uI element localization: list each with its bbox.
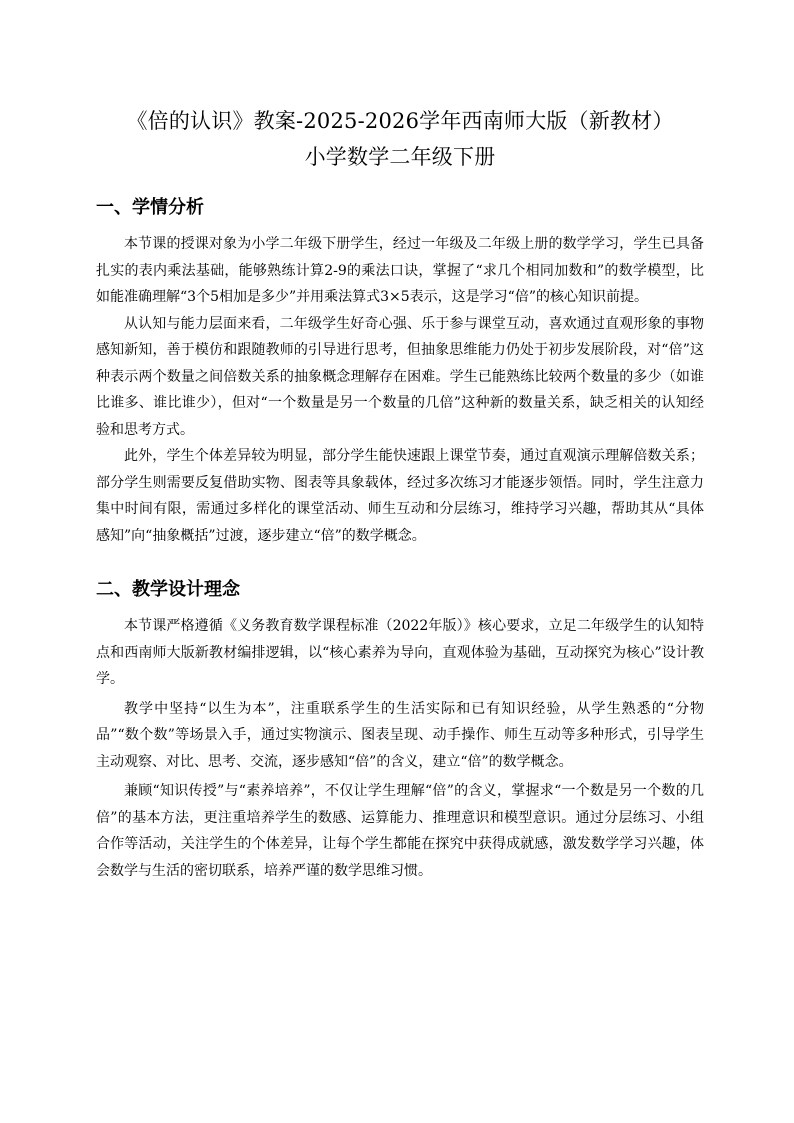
- title-line-2: 小学数学二年级下册: [304, 145, 496, 169]
- paragraph: 教学中坚持“以生为本”，注重联系学生的生活实际和已有知识经验，从学生熟悉的“分物品”“数个数”等场景入手，通过实物演示、图表呈现、动手操作、师生互动等多种形式，引导学生主动观察、对比、思考、交流，逐步感知“倍”的含义，建立“倍”的数学概念。: [96, 700, 704, 770]
- paragraph: 本节课的授课对象为小学二年级下册学生，经过一年级及二年级上册的数学学习，学生已具备扎实的表内乘法基础，能够熟练计算2-9的乘法口诀，掌握了“求几个相同加数和”的数学模型，比如能准确理解“3个5相加是多少”并用乘法算式3×5表示，这是学习“倍”的核心知识前提。: [96, 236, 704, 305]
- section-heading: 二、教学设计理念: [96, 579, 240, 600]
- paragraph: 从认知与能力层面来看，二年级学生好奇心强、乐于参与课堂互动，喜欢通过直观形象的事物感知新知，善于模仿和跟随教师的引导进行思考，但抽象思维能力仍处于初步发展阶段，对“倍”这种表示两个数量之间倍数关系的抽象概念理解存在困难。学生已能熟练比较两个数量的多少（如谁比谁多、谁比谁少），但对“一个数量是另一个数量的几倍”这种新的数量关系，缺乏相关的认知经验和思考方式。: [96, 315, 704, 438]
- section-design-concept: [96, 577, 704, 884]
- paragraph: 兼顾“知识传授”与“素养培养”，不仅让学生理解“倍”的含义，掌握求“一个数是另一个数的几倍”的基本方法，更注重培养学生的数感、运算能力、推理意识和模型意识。通过分层练习、小组合作等活动，关注学生的个体差异，让每个学生都能在探究中获得成就感，激发数学学习兴趣，体会数学与生活的密切联系，培养严谨的数学思维习惯。: [96, 783, 704, 879]
- title-line-1: 《倍的认识》教案-2025-2026学年西南师大版（新教材）: [126, 109, 674, 133]
- document-title: [96, 103, 704, 175]
- paragraph: 此外，学生个体差异较为明显，部分学生能快速跟上课堂节奏，通过直观演示理解倍数关系；部分学生则需要反复借助实物、图表等具象载体，经过多次练习才能逐步领悟。同时，学生注意力集中时间有限，需通过多样化的课堂活动、师生互动和分层练习，维持学习兴趣，帮助其从“具体感知”向“抽象概括”过渡，逐步建立“倍”的数学概念。: [96, 448, 704, 544]
- section-learning-analysis: [96, 195, 704, 549]
- section-heading: 一、学情分析: [96, 197, 204, 218]
- paragraph: 本节课严格遵循《义务教育数学课程标准（2022年版）》核心要求，立足二年级学生的认知特点和西南师大版新教材编排逻辑，以“核心素养为导向，直观体验为基础，互动探究为核心”设计教学。: [96, 618, 704, 687]
